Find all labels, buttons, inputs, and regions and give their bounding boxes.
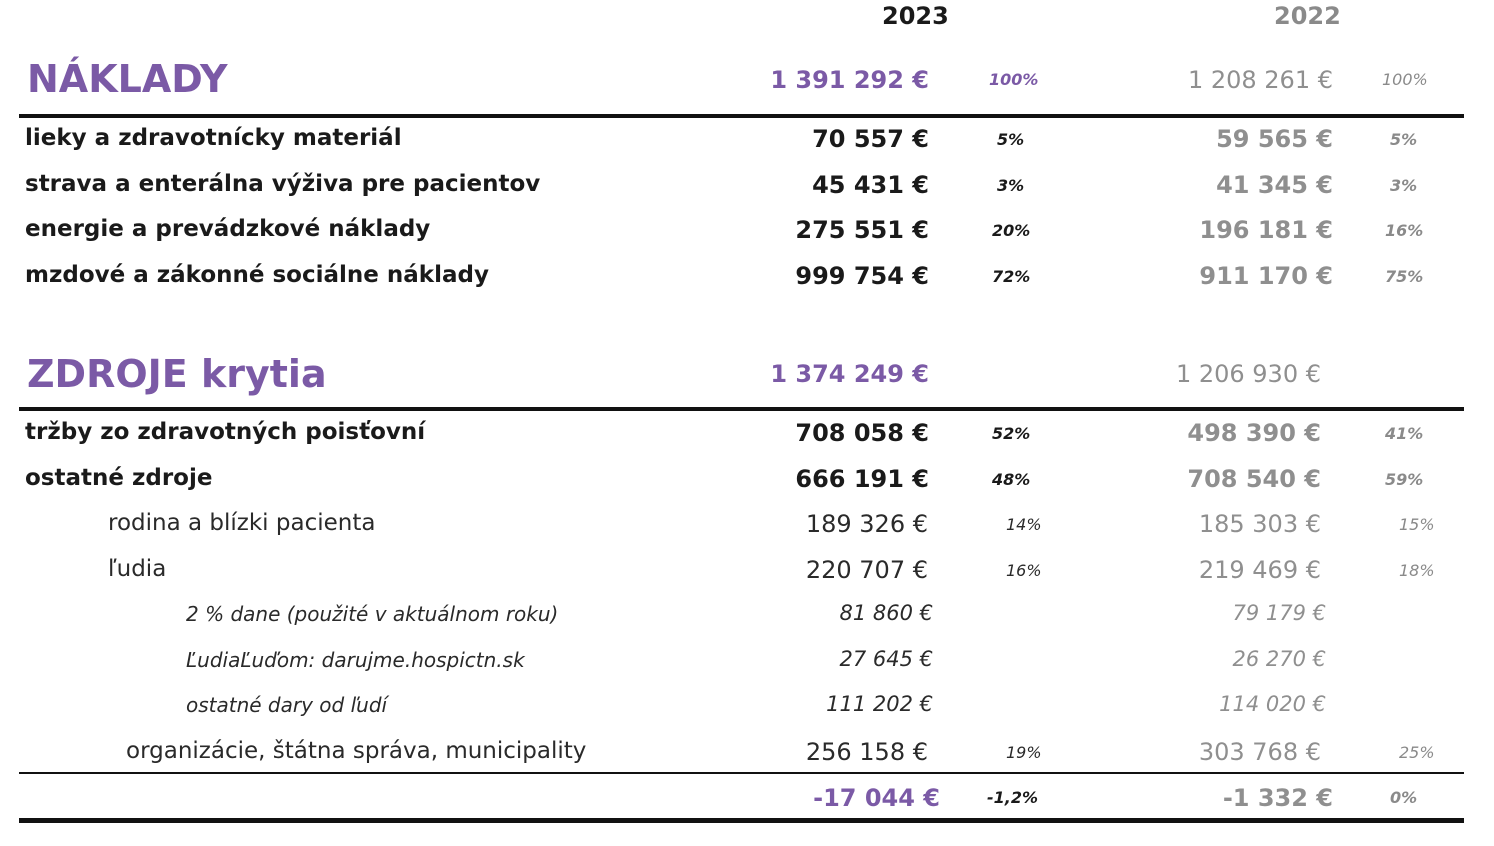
row-pct-2022: 3%: [1390, 176, 1418, 195]
subrow-value-2023: 256 158 €: [805, 738, 928, 766]
subrow-pct-2023: 19%: [1006, 743, 1042, 762]
subrow-label: ľudia: [108, 556, 167, 582]
subrow-value-2023: 189 326 €: [805, 510, 928, 538]
row-label: lieky a zdravotnícky materiál: [25, 125, 402, 151]
detail-label: ĽudiaĽuďom: darujme.hospictn.sk: [186, 648, 525, 672]
row-label: tržby zo zdravotných poisťovní: [25, 419, 426, 445]
detail-value-2023: 111 202 €: [826, 692, 933, 716]
detail-value-2022: 26 270 €: [1232, 647, 1326, 671]
year-2023-header: 2023: [882, 2, 949, 30]
row-pct-2023: 5%: [997, 130, 1025, 149]
subrow-pct-2022: 25%: [1399, 743, 1435, 762]
row-label: energie a prevádzkové náklady: [25, 216, 431, 242]
row-pct-2022: 59%: [1385, 470, 1424, 489]
row-value-2023: 708 058 €: [795, 419, 929, 447]
naklady-pct-2023: 100%: [989, 70, 1039, 89]
detail-value-2022: 79 179 €: [1232, 601, 1326, 625]
result-pct-2023: -1,2%: [987, 788, 1039, 807]
row-label: strava a enterálna výživa pre pacientov: [25, 171, 541, 197]
result-divider: [19, 772, 1464, 774]
naklady-pct-2022: 100%: [1382, 70, 1428, 89]
row-pct-2023: 52%: [992, 424, 1031, 443]
naklady-divider: [19, 114, 1464, 118]
detail-label: 2 % dane (použité v aktuálnom roku): [186, 602, 559, 626]
row-value-2023: 45 431 €: [812, 171, 929, 199]
zdroje-total-2022: 1 206 930 €: [1175, 360, 1321, 388]
row-pct-2022: 5%: [1390, 130, 1418, 149]
naklady-total-2023: 1 391 292 €: [770, 66, 929, 94]
subrow-label: organizácie, štátna správa, municipality: [126, 738, 587, 764]
row-pct-2022: 75%: [1385, 267, 1424, 286]
row-pct-2023: 72%: [992, 267, 1031, 286]
detail-value-2023: 81 860 €: [839, 601, 933, 625]
result-value-2022: -1 332 €: [1222, 784, 1333, 812]
result-value-2023: -17 044 €: [813, 784, 940, 812]
subrow-label: rodina a blízki pacienta: [108, 510, 376, 536]
row-value-2022: 41 345 €: [1216, 171, 1333, 199]
row-value-2023: 999 754 €: [795, 262, 929, 290]
subrow-pct-2022: 18%: [1399, 561, 1435, 580]
subrow-value-2023: 220 707 €: [805, 556, 928, 584]
result-pct-2022: 0%: [1390, 788, 1418, 807]
row-value-2023: 275 551 €: [795, 216, 929, 244]
row-label: ostatné zdroje: [25, 465, 213, 491]
row-value-2022: 59 565 €: [1216, 125, 1333, 153]
row-value-2022: 708 540 €: [1187, 465, 1321, 493]
year-2022-header: 2022: [1274, 2, 1341, 30]
detail-value-2022: 114 020 €: [1219, 692, 1326, 716]
naklady-heading: NÁKLADY: [27, 57, 228, 101]
zdroje-heading: ZDROJE krytia: [27, 352, 327, 396]
bottom-divider: [19, 818, 1464, 823]
row-value-2023: 666 191 €: [795, 465, 929, 493]
detail-label: ostatné dary od ľudí: [186, 693, 388, 717]
row-value-2022: 911 170 €: [1199, 262, 1333, 290]
zdroje-total-2023: 1 374 249 €: [770, 360, 929, 388]
subrow-pct-2023: 14%: [1006, 515, 1042, 534]
subrow-pct-2023: 16%: [1006, 561, 1042, 580]
row-value-2022: 196 181 €: [1199, 216, 1333, 244]
row-label: mzdové a zákonné sociálne náklady: [25, 262, 489, 288]
row-value-2023: 70 557 €: [812, 125, 929, 153]
row-pct-2023: 20%: [992, 221, 1031, 240]
zdroje-divider: [19, 407, 1464, 411]
row-value-2022: 498 390 €: [1187, 419, 1321, 447]
row-pct-2023: 48%: [992, 470, 1031, 489]
row-pct-2022: 16%: [1385, 221, 1424, 240]
row-pct-2023: 3%: [997, 176, 1025, 195]
detail-value-2023: 27 645 €: [839, 647, 933, 671]
naklady-total-2022: 1 208 261 €: [1187, 66, 1333, 94]
subrow-pct-2022: 15%: [1399, 515, 1435, 534]
subrow-value-2022: 219 469 €: [1198, 556, 1321, 584]
subrow-value-2022: 303 768 €: [1198, 738, 1321, 766]
row-pct-2022: 41%: [1385, 424, 1424, 443]
subrow-value-2022: 185 303 €: [1198, 510, 1321, 538]
